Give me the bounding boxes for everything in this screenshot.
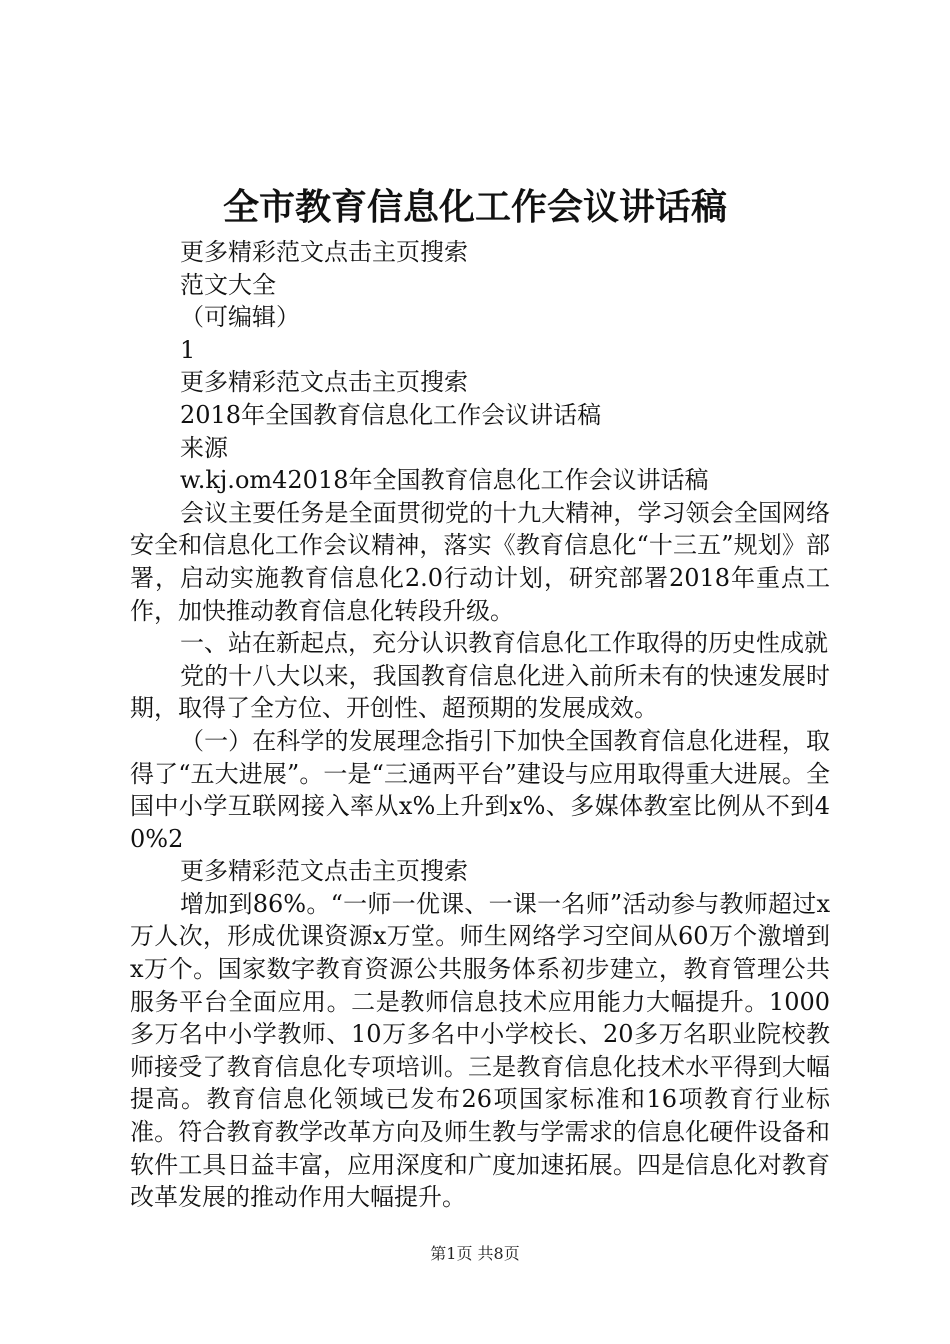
paragraph: 增加到86%。“一师一优课、一课一名师”活动参与教师超过x万人次，形成优课资源x万堂。师生网络学习空间从60万个激增到x万个。国家数字教育资源公共服务体系初步建立，教育管理公共服务平台全面应用。二是教师信息技术应用能力大幅提升。1000多万名中小学教师、10万多名中小学校长、20多万名职业院校教师接受了教育信息化专项培训。三是教育信息化技术水平得到大幅提高。教育信息化领域已发布26项国家标准和16项教育行业标准。符合教育教学改革方向及师生教与学需求的信息化硬件设备和软件工具日益丰富，应用深度和广度加速拓展。四是信息化对教育改革发展的推动作用大幅提升。 — [130, 889, 830, 1212]
document-body — [130, 236, 830, 1214]
paragraph: 范文大全 — [180, 270, 276, 299]
paragraph: 1 — [180, 335, 196, 364]
document-title: 全市教育信息化工作会议讲话稿 — [222, 186, 727, 228]
paragraph: 2018年全国教育信息化工作会议讲话稿 — [180, 400, 602, 429]
paragraph: （一）在科学的发展理念指引下加快全国教育信息化进程，取得了“五大进展”。一是“三通两平台”建设与应用取得重大进展。全国中小学互联网接入率从x%上升到x%、多媒体教室比例从不到40%2 — [130, 726, 830, 853]
paragraph: 来源 — [180, 433, 228, 462]
page-footer: 第1页 共8页 — [430, 1244, 520, 1263]
paragraph: 更多精彩范文点击主页搜索 — [180, 857, 468, 886]
paragraph: 更多精彩范文点击主页搜索 — [180, 368, 468, 397]
paragraph: 一、站在新起点，充分认识教育信息化工作取得的历史性成就 — [180, 629, 828, 658]
paragraph: 更多精彩范文点击主页搜索 — [180, 238, 468, 266]
paragraph: （可编辑） — [180, 303, 300, 332]
paragraph: w.kj.om42018年全国教育信息化工作会议讲话稿 — [180, 466, 709, 495]
paragraph: 党的十八大以来，我国教育信息化进入前所未有的快速发展时期，取得了全方位、开创性、超预期的发展成效。 — [130, 661, 830, 723]
paragraph: 会议主要任务是全面贯彻党的十九大精神，学习领会全国网络安全和信息化工作会议精神，落实《教育信息化“十三五”规划》部署，启动实施教育信息化2.0行动计划，研究部署2018年重点工作，加快推动教育信息化转段升级。 — [130, 498, 830, 625]
